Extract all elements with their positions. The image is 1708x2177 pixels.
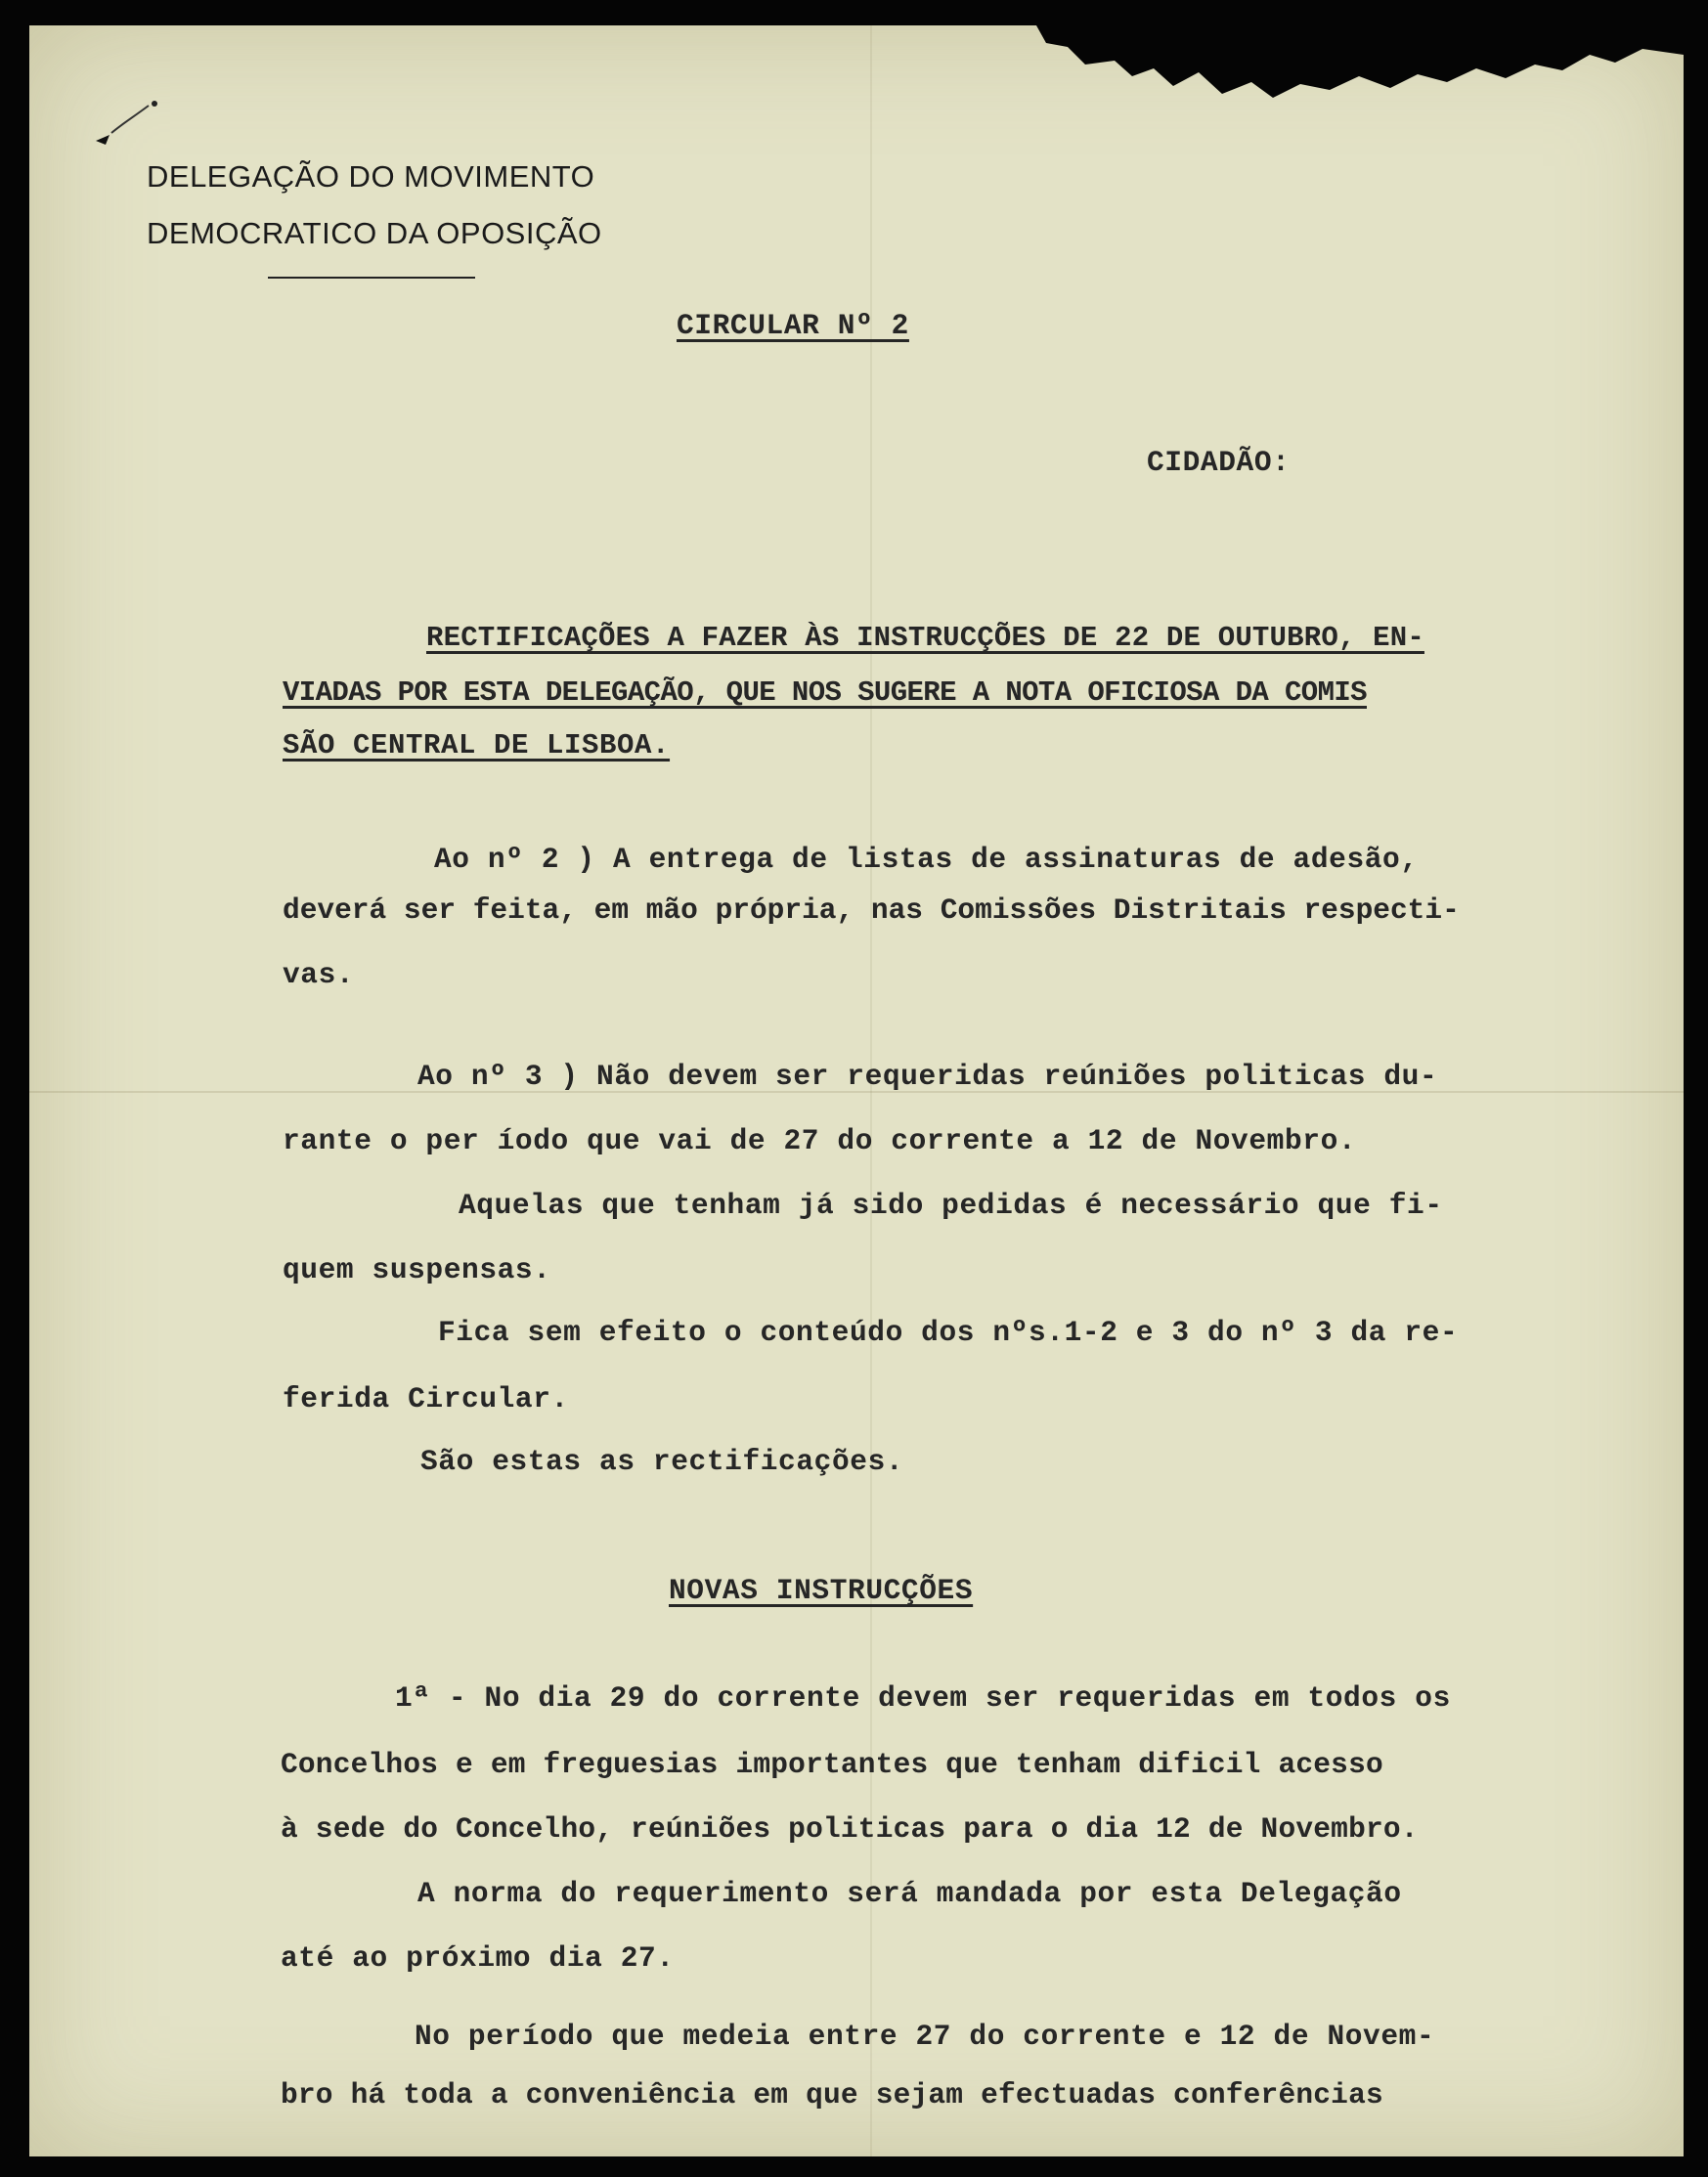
ink-mark <box>90 96 168 154</box>
instruction-line: até ao próximo dia 27. <box>281 1941 675 1975</box>
instruction-line: à sede do Concelho, reúniões politicas para o dia 12 de Novembro. <box>281 1812 1419 1846</box>
instruction-line: 1ª - No dia 29 do corrente devem ser requeridas em todos os <box>395 1681 1451 1715</box>
body-line: rante o per íodo que vai de 27 do corrente a 12 de Novembro. <box>283 1124 1357 1157</box>
instruction-line: No período que medeia entre 27 do corrente e 12 de Novem- <box>415 2020 1435 2053</box>
instruction-line: Concelhos e em freguesias importantes que tenham dificil acesso <box>281 1748 1383 1781</box>
body-line: deverá ser feita, em mão própria, nas Comissões Distritais respecti- <box>283 893 1460 927</box>
body-line: Ao nº 3 ) Não devem ser requeridas reúniões politicas du- <box>417 1060 1438 1093</box>
section-title: NOVAS INSTRUCÇÕES <box>669 1574 974 1607</box>
heading-line: RECTIFICAÇÕES A FAZER ÀS INSTRUCÇÕES DE 22 DE OUTUBRO, EN- <box>426 622 1424 654</box>
heading-line: VIADAS POR ESTA DELEGAÇÃO, QUE NOS SUGERE A NOTA OFICIOSA DA COMIS <box>283 676 1367 709</box>
document-page <box>29 25 1684 2156</box>
letterhead <box>147 149 602 262</box>
circular-title: CIRCULAR Nº 2 <box>677 309 909 342</box>
salutation: CIDADÃO: <box>1147 446 1291 479</box>
instruction-line: bro há toda a conveniência em que sejam efectuadas conferências <box>281 2078 1383 2112</box>
body-line: Fica sem efeito o conteúdo dos nºs.1-2 e 3 do nº 3 da re- <box>438 1316 1459 1349</box>
letterhead-line: DELEGAÇÃO DO MOVIMENTO <box>147 159 595 194</box>
letterhead-line: DEMOCRATICO DA OPOSIÇÃO <box>147 216 602 250</box>
instruction-line: A norma do requerimento será mandada por esta Delegação <box>417 1877 1402 1910</box>
letterhead-rule <box>268 277 475 279</box>
heading-line: SÃO CENTRAL DE LISBOA. <box>283 729 671 762</box>
torn-edge <box>29 25 1684 104</box>
body-line: Ao nº 2 ) A entrega de listas de assinaturas de adesão, <box>434 843 1419 876</box>
body-line: quem suspensas. <box>283 1253 551 1286</box>
body-line: Aquelas que tenham já sido pedidas é necessário que fi- <box>459 1189 1443 1222</box>
body-line: ferida Circular. <box>283 1382 569 1415</box>
body-line: vas. <box>283 958 355 991</box>
body-line: São estas as rectificações. <box>420 1445 904 1478</box>
